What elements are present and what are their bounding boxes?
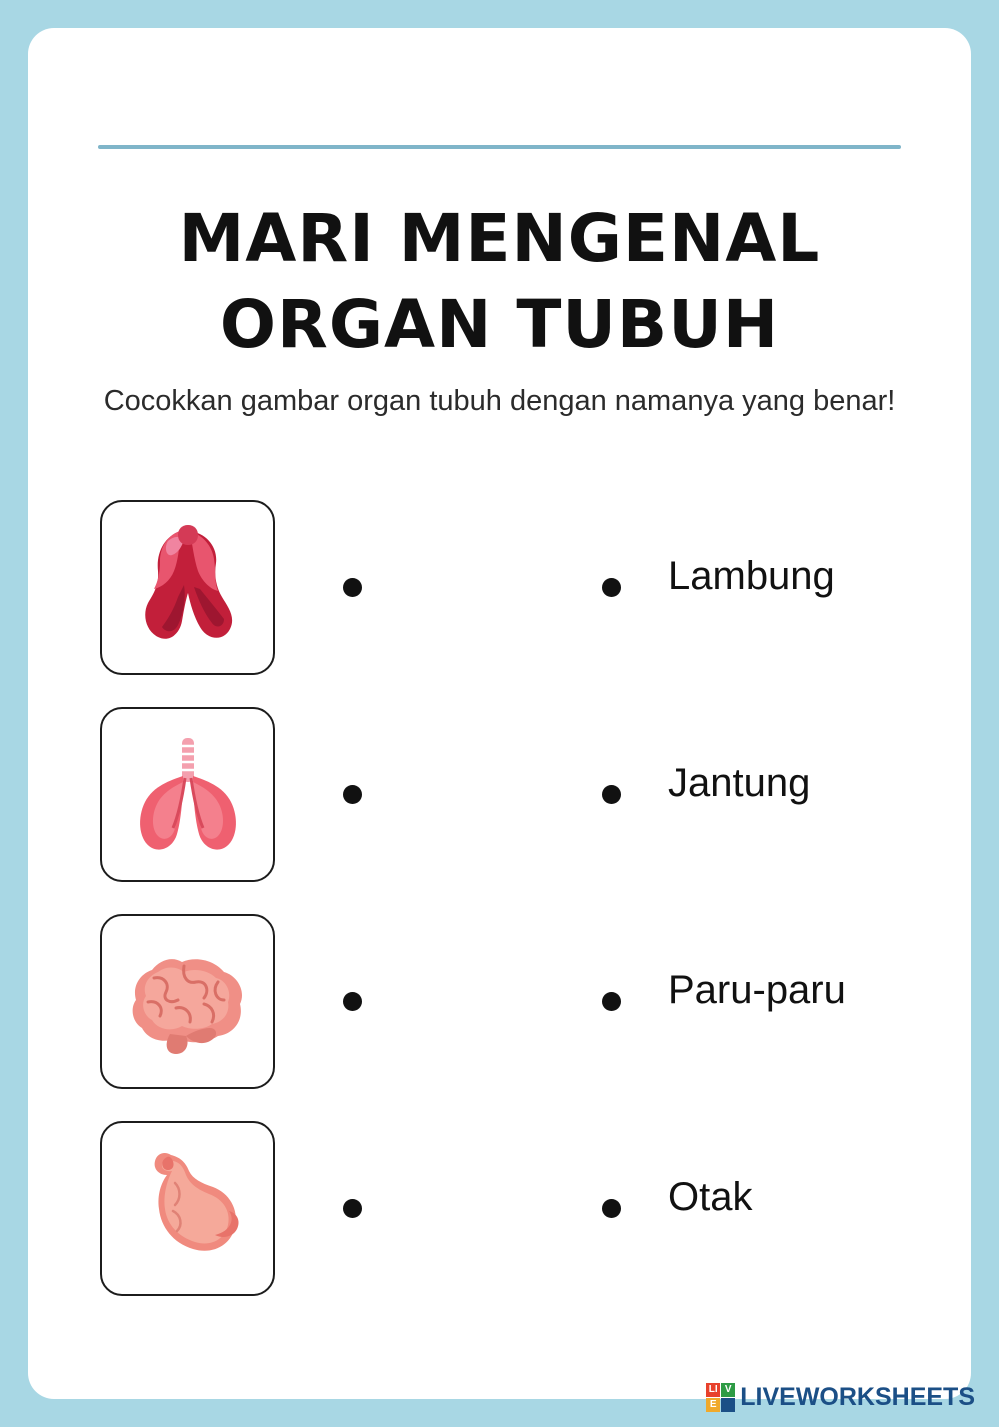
logo-grid: [706, 1383, 735, 1412]
brain-illustration: [118, 942, 258, 1062]
answer-label: Lambung: [668, 554, 835, 598]
lungs-illustration: [123, 730, 253, 860]
match-dot-left[interactable]: [343, 785, 362, 804]
footer: [0, 1377, 999, 1417]
brand-name: LIVEWORKSHEETS: [740, 1382, 975, 1411]
match-dot-left[interactable]: [343, 578, 362, 597]
match-dot-left[interactable]: [343, 1199, 362, 1218]
image-card-stomach[interactable]: [100, 1121, 275, 1296]
stomach-illustration: [123, 1139, 253, 1279]
page-title-line-1: MARI MENGENAL: [178, 200, 821, 277]
logo-cell-li: LI: [706, 1383, 720, 1397]
match-row: [28, 1099, 971, 1306]
page-title: [28, 196, 971, 368]
match-dot-left[interactable]: [343, 992, 362, 1011]
page-title-line-2: ORGAN TUBUH: [219, 286, 780, 363]
match-row: [28, 478, 971, 685]
match-dot-right[interactable]: [602, 1199, 621, 1218]
image-card-brain[interactable]: [100, 914, 275, 1089]
worksheet-page: [28, 28, 971, 1399]
logo-cell-blank: [721, 1398, 735, 1412]
match-row: [28, 685, 971, 892]
instructions-text: Cocokkan gambar organ tubuh dengan namanya yang benar!: [103, 385, 896, 417]
answer-label: Otak: [668, 1175, 753, 1219]
answer-label: Paru-paru: [668, 968, 846, 1012]
answer-label: Jantung: [668, 761, 811, 805]
logo-cell-e: E: [706, 1398, 720, 1412]
image-card-lungs[interactable]: [100, 707, 275, 882]
match-dot-right[interactable]: [602, 992, 621, 1011]
liveworksheets-logo: [706, 1383, 975, 1412]
match-dot-right[interactable]: [602, 785, 621, 804]
header-divider: [98, 145, 901, 149]
logo-cell-v: V: [721, 1383, 735, 1397]
image-card-heart[interactable]: [100, 500, 275, 675]
match-dot-right[interactable]: [602, 578, 621, 597]
matching-exercise: [28, 478, 971, 1306]
match-row: [28, 892, 971, 1099]
heart-illustration: [128, 523, 248, 653]
